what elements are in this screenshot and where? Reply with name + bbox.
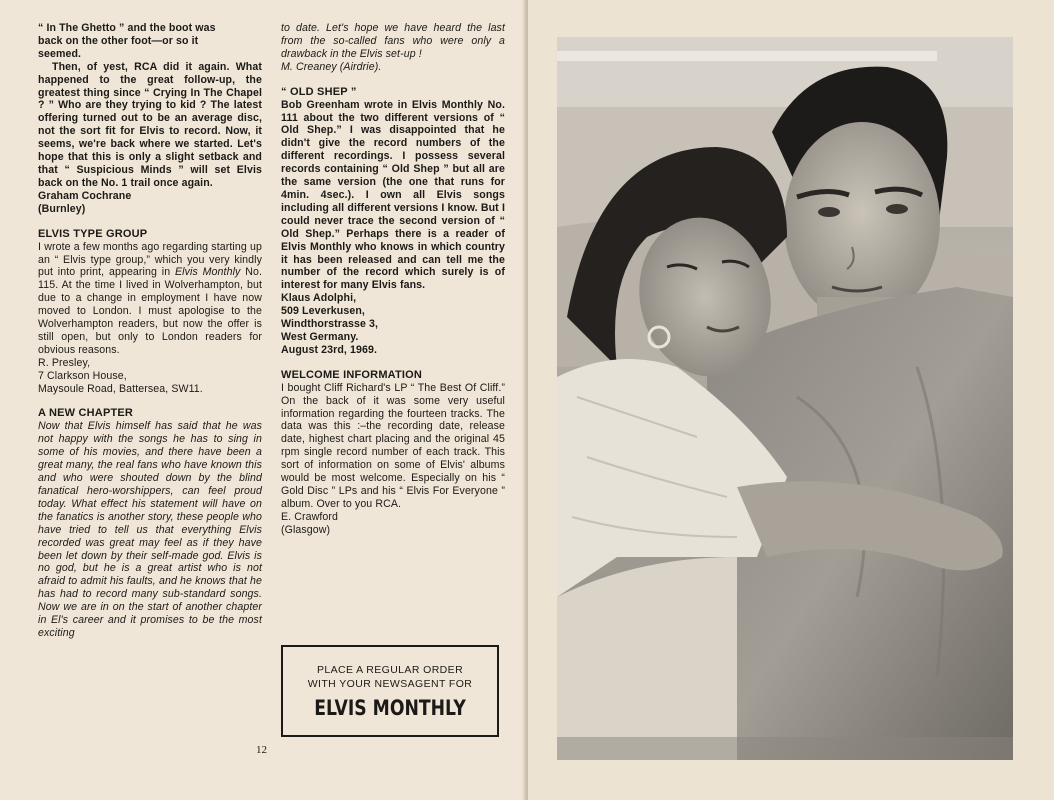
letter-signature: M. Creaney (Airdrie). <box>281 60 382 73</box>
signature-line: Windthorstrasse 3, <box>281 318 379 331</box>
signature-line: Klaus Adolphi, <box>281 292 357 305</box>
body-text: No. 115. At the time I lived in Wolverhampton, but due to a change in employment I have now moved to London. I must apologise to the Wolverhampton readers, but now the offer is still open, but only to London readers for obvious reasons. <box>38 266 262 356</box>
magazine-title-italic: Elvis Monthly <box>174 266 241 279</box>
letter-body: I bought Cliff Richard's LP “ The Best Of Cliff.” On the back of it was some very useful information regarding the fourteen tracks. The data was this :–the recording date, release date, highest chart placing and the original 45 rpm single record number of each track. This sort of information on some of Elvis' albums would be most welcome. Especially on his “ Gold Disc ” LPs and his “ Elvis For Everyone ” album. Over to you RCA. <box>281 381 505 510</box>
signature-line: (Glasgow) <box>281 523 331 536</box>
letter-body: Now that Elvis himself has said that he was not happy with the songs he has to sing in some of his movies, and there have been a great many, the real fans who have known this and who were shouted down by the blind fanatical hero-worshippers, can feel proud today. What effect his statement will have on the fanatics is another story, these people who have tried to tell us that everything Elvis recorded was great may feel as if they have been let down by their self-made god. Elvis is no god, but he is a great artist who is not afraid to admit his faults, and he knows that he has had to record many sub-standard songs. Now we are in on the start of another chapter in El's career and it promises to be the most exciting <box>38 420 262 639</box>
signature-line: 509 Leverkusen, <box>281 305 365 318</box>
ad-brand-name: ELVIS MONTHLY <box>314 696 466 720</box>
signature-line: R. Presley, <box>38 356 91 369</box>
signature-line: West Germany. <box>281 330 359 343</box>
headboard <box>557 37 1013 107</box>
letter-body: Then, of yest, RCA did it again. What happened to the great follow-up, the greatest thing since “ Crying In The Chapel ? ” Who are they trying to kid ? The latest offering turned out to be an average disc, not the sort fit for Elvis to record. Now, it seems, we're back where we started. Let's hope that this is only a slight setback and that “ Suspicious Minds ” will set Elvis back on the No. 1 trail once again. <box>38 60 262 189</box>
letter-signature <box>281 292 505 357</box>
ad-line-1: PLACE A REGULAR ORDER <box>316 664 464 676</box>
page-number: 12 <box>256 744 267 756</box>
subscription-ad-box <box>281 645 499 737</box>
signature-line: 7 Clarkson House, <box>38 369 127 382</box>
signature-line: August 23rd, 1969. <box>281 343 378 356</box>
letter-body: Bob Greenham wrote in Elvis Monthly No. 111 about the two different versions of “ Old Shep.” I was disappointed that he didn't give the record numbers of the different recordings. I possess several records containing “ Old Shep ” but all are the same version (the one that runs for 4min. 4sec.). I own all Elvis songs including all different versions I know. But I could never trace the second version of “ Old Shep.” Perhaps there is a reader of Elvis Monthly who knows in which country it has been released and can tell me the number of the record which surely is of interest for many Elvis fans. <box>281 98 505 292</box>
signature-line: E. Crawford <box>281 510 339 523</box>
section-heading: A NEW CHAPTER <box>38 407 134 420</box>
photo-illustration <box>557 37 1013 760</box>
letter-intro-lines <box>38 22 262 61</box>
intro-line: “ In The Ghetto ” and the boot was <box>38 22 216 34</box>
letter-signature <box>38 357 262 396</box>
signature-line: Maysoule Road, Battersea, SW11. <box>38 382 203 395</box>
signature-line: (Burnley) <box>38 202 86 215</box>
section-heading: ELVIS TYPE GROUP <box>38 227 148 240</box>
photograph-couple-embracing <box>557 37 1013 760</box>
column-2 <box>281 22 505 537</box>
ad-line-2: WITH YOUR NEWSAGENT FOR <box>307 678 473 690</box>
body-text: I wrote a few months ago regarding starting up an “ Elvis type group,” which you very kindly put into print, appearing in <box>38 240 262 279</box>
intro-line: seemed. <box>38 47 82 60</box>
letter-signature <box>281 511 505 537</box>
letter-signature <box>38 190 262 216</box>
intro-line: back on the other foot—or so it <box>38 34 199 47</box>
letter-body <box>38 241 262 357</box>
section-heading: “ OLD SHEP ” <box>281 85 357 98</box>
section-heading: WELCOME INFORMATION <box>281 368 423 381</box>
signature-line: Graham Cochrane <box>38 189 132 202</box>
column-1 <box>38 22 262 640</box>
left-page <box>0 0 526 800</box>
letter-body: to date. Let's hope we have heard the last from the so-called fans who were only a drawback in the Elvis set-up ! <box>281 22 505 60</box>
